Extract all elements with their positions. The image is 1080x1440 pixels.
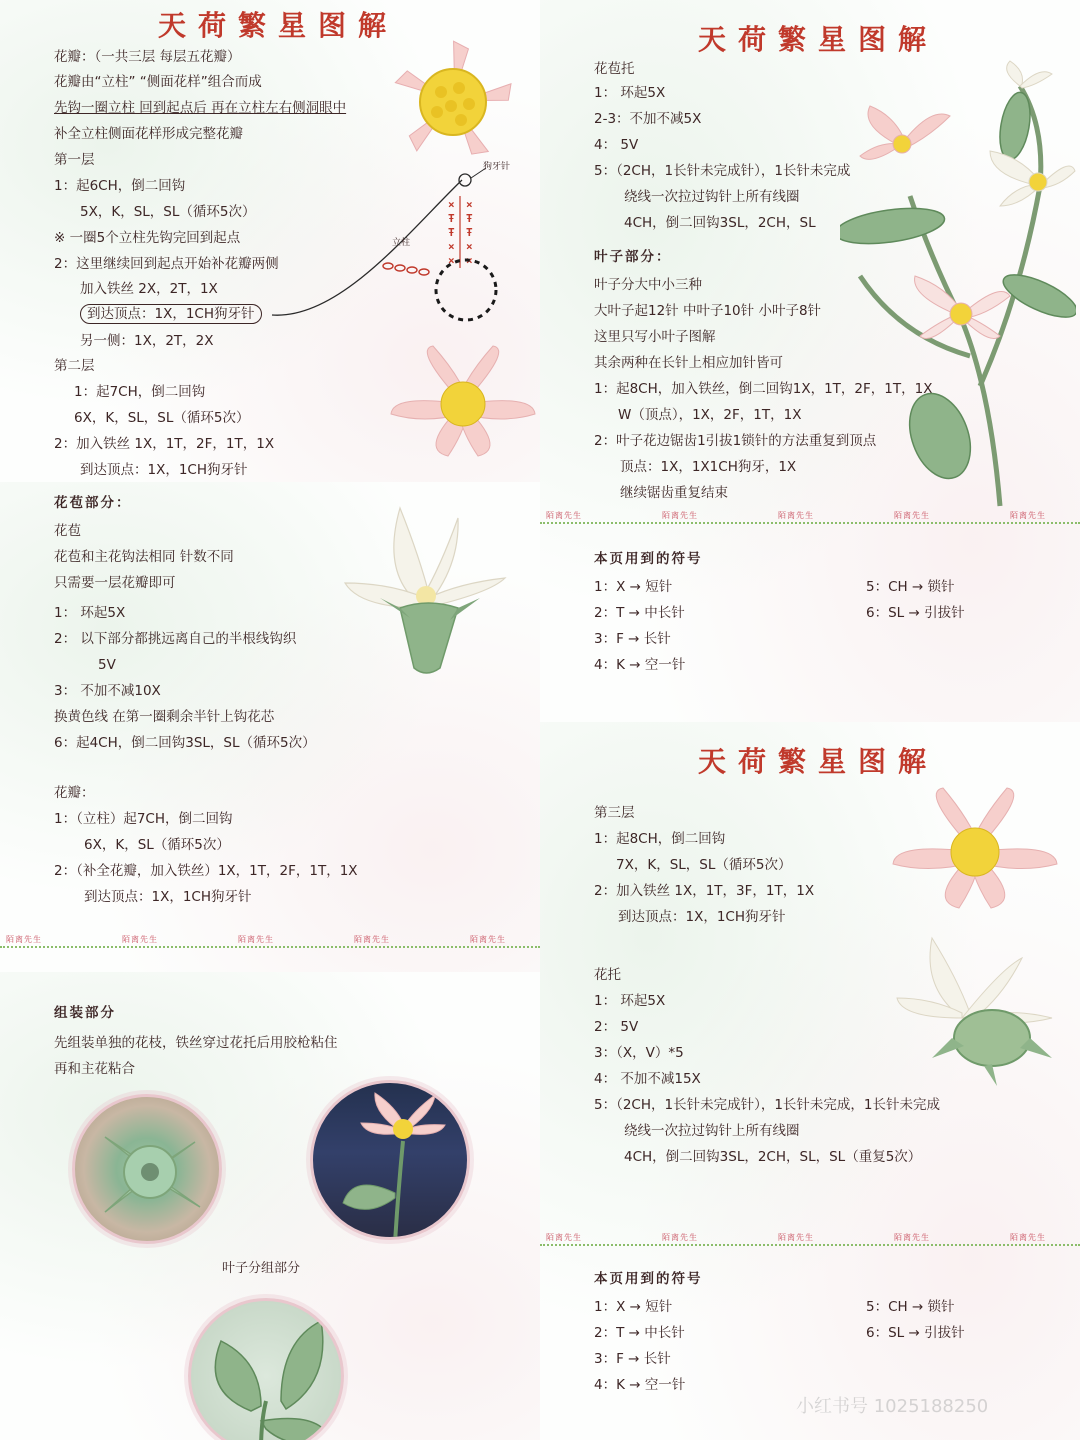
symbol-entry: 6：SL → 引拔针 xyxy=(866,1325,965,1341)
symbol-entry: 5：CH → 锁针 xyxy=(866,1299,955,1315)
symbols-heading: 本页用到的符号 xyxy=(594,1271,703,1287)
flower-petal-icon xyxy=(388,30,518,170)
bud-icon xyxy=(892,928,1062,1088)
diagram-label: 狗牙针 xyxy=(483,162,511,172)
panel-layer-three-calyx xyxy=(540,722,1080,1440)
text-line: 3： 不加不减10X xyxy=(54,683,161,699)
text-line: 绕线一次拉过钩针上所有线圈 xyxy=(624,1123,800,1139)
text-line: 2： 以下部分都挑远离自己的半根线钩织 xyxy=(54,631,297,647)
flower-petal-icon xyxy=(313,1083,470,1240)
vine-label: 陌离先生 xyxy=(6,935,42,944)
page-title: 天荷繁星图解 xyxy=(698,23,939,56)
watermark: 小红书号 1025188250 xyxy=(796,1396,989,1417)
text-line: 4CH，倒二回钩3SL，2CH，SL，SL（重复5次） xyxy=(624,1149,922,1165)
text-line: 补全立柱侧面花样形成完整花瓣 xyxy=(54,126,243,142)
panel-bud xyxy=(0,482,540,972)
text-line: 花瓣由“立柱” “侧面花样”组合而成 xyxy=(54,74,262,90)
text-line: 1：起6CH，倒二回钩 xyxy=(54,178,186,194)
symbols-heading: 本页用到的符号 xyxy=(594,551,703,567)
flower-branch-icon xyxy=(840,56,1076,516)
section-heading: 组装部分 xyxy=(54,1005,116,1021)
vine-label: 陌离先生 xyxy=(662,511,698,520)
vine-label: 陌离先生 xyxy=(122,935,158,944)
page-title: 天荷繁星图解 xyxy=(698,745,939,778)
symbol-entry: 6：SL → 引拔针 xyxy=(866,605,965,621)
text-line: 6：起4CH，倒二回钩3SL，SL（循环5次） xyxy=(54,735,316,751)
text-line: 6X，K，SL（循环5次） xyxy=(84,837,230,853)
svg-text:×: × xyxy=(448,198,455,211)
text-line: 2：这里继续回到起点开始补花瓣两侧 xyxy=(54,256,279,272)
text-line: 1： 环起5X xyxy=(594,85,666,101)
text-line: 先钩一圈立柱 回到起点后 再在立柱左右侧洞眼中 xyxy=(54,100,347,116)
panel-assembly xyxy=(0,972,540,1440)
vine-label: 陌离先生 xyxy=(894,1233,930,1242)
text-line: 1： 环起5X xyxy=(54,605,126,621)
vine-label: 陌离先生 xyxy=(470,935,506,944)
photo-caption: 叶子分组部分 xyxy=(222,1261,301,1276)
text-line: 花苞 xyxy=(54,523,81,539)
text-line: 7X，K，SL，SL（循环5次） xyxy=(616,857,792,873)
text-line: 4： 不加不减15X xyxy=(594,1071,701,1087)
diagram-label: 立柱 xyxy=(392,238,411,248)
svg-text:×: × xyxy=(448,240,455,253)
vine-label: 陌离先生 xyxy=(662,1233,698,1242)
text-line: 1：起7CH，倒二回钩 xyxy=(74,384,206,400)
svg-text:×: × xyxy=(448,254,455,267)
text-line: 其余两种在长针上相应加针皆可 xyxy=(594,355,783,371)
assembly-photo-calyx xyxy=(72,1094,222,1244)
section-label: 第二层 xyxy=(54,358,95,374)
vine-divider xyxy=(0,946,540,968)
panel-layer-one-two xyxy=(0,0,540,482)
section-heading: 叶子部分： xyxy=(594,249,672,265)
highlight-line: 到达顶点：1X，1CH狗牙针 xyxy=(80,304,262,324)
vine-label: 陌离先生 xyxy=(1010,511,1046,520)
symbol-entry: 2：T → 中长针 xyxy=(594,605,685,621)
note-line: ※ 一圈5个立柱先钩完回到起点 xyxy=(54,230,241,246)
vine-label: 陌离先生 xyxy=(238,935,274,944)
vine-label: 陌离先生 xyxy=(894,511,930,520)
vine-divider xyxy=(540,522,1080,544)
text-line: 5X，K，SL，SL（循环5次） xyxy=(80,204,256,220)
text-line: W（顶点），1X，2F，1T，1X xyxy=(618,407,802,423)
text-line: 2：（补全花瓣，加入铁丝）1X，1T，2F，1T，1X xyxy=(54,863,358,879)
text-line: 先组装单独的花枝，铁丝穿过花托后用胶枪粘住 xyxy=(54,1035,338,1051)
text-line: 到达顶点：1X，1CH狗牙针 xyxy=(80,462,248,478)
text-line: 4： 5V xyxy=(594,137,639,153)
section-label: 花苞托 xyxy=(594,61,635,77)
text-line: 继续锯齿重复结束 xyxy=(620,485,728,501)
text-line: 到达顶点：1X，1CH狗牙针 xyxy=(84,889,252,905)
svg-text:×: × xyxy=(466,240,473,253)
svg-text:×: × xyxy=(466,198,473,211)
section-label: 第三层 xyxy=(594,805,635,821)
flower-petal-icon xyxy=(890,782,1060,912)
svg-text:×: × xyxy=(466,254,473,267)
vine-label: 陌离先生 xyxy=(1010,1233,1046,1242)
text-line: 另一侧：1X，2T，2X xyxy=(80,333,214,349)
text-line: 绕线一次拉过钩针上所有线圈 xyxy=(624,189,800,205)
vine-label: 陌离先生 xyxy=(354,935,390,944)
text-line: 顶点：1X，1X1CH狗牙，1X xyxy=(620,459,797,475)
section-label: 花托 xyxy=(594,967,621,983)
text-line: 2-3：不加不减5X xyxy=(594,111,702,127)
text-line: 5：（2CH，1长针未完成针），1长针未完成，1长针未完成 xyxy=(594,1097,941,1113)
text-line: 1： 环起5X xyxy=(594,993,666,1009)
text-line: 大叶子起12针 中叶子10针 小叶子8针 xyxy=(594,303,822,319)
text-line: 1：起8CH，加入铁丝，倒二回钩1X，1T，2F，1T，1X xyxy=(594,381,933,397)
symbol-entry: 3：F → 长针 xyxy=(594,1351,671,1367)
section-label: 第一层 xyxy=(54,152,95,168)
section-label: 花瓣： xyxy=(54,785,95,801)
vine-divider xyxy=(540,1244,1080,1266)
text-line: 1：（立柱）起7CH，倒二回钩 xyxy=(54,811,233,827)
svg-text:Ŧ: Ŧ xyxy=(448,226,455,239)
text-line: 再和主花粘合 xyxy=(54,1061,135,1077)
svg-text:Ŧ: Ŧ xyxy=(466,212,473,225)
symbols-list-right xyxy=(866,574,965,626)
text-line: 换黄色线 在第一圈剩余半针上钩花芯 xyxy=(54,709,275,725)
symbols-list-right xyxy=(866,1294,965,1346)
section-heading: 花苞部分： xyxy=(54,495,132,511)
text-line: 只需要一层花瓣即可 xyxy=(54,575,176,591)
vine-label: 陌离先生 xyxy=(546,511,582,520)
text-line: 2：加入铁丝 1X，1T，3F，1T，1X xyxy=(594,883,815,899)
flower-petal-icon xyxy=(388,342,538,462)
svg-text:Ŧ: Ŧ xyxy=(448,212,455,225)
bud-icon xyxy=(340,498,510,688)
text-line: 6X，K，SL，SL（循环5次） xyxy=(74,410,250,426)
svg-text:Ŧ: Ŧ xyxy=(466,226,473,239)
text-line: 2：加入铁丝 1X，1T，2F，1T，1X xyxy=(54,436,275,452)
symbol-entry: 3：F → 长针 xyxy=(594,631,671,647)
vine-label: 陌离先生 xyxy=(778,1233,814,1242)
text-line: 叶子分大中小三种 xyxy=(594,277,702,293)
vine-label: 陌离先生 xyxy=(778,511,814,520)
text-line: 2：叶子花边锯齿1引拔1锁针的方法重复到顶点 xyxy=(594,433,877,449)
page-title: 天荷繁星图解 xyxy=(158,9,399,42)
symbols-list-left xyxy=(594,1294,685,1398)
text-line: 5V xyxy=(98,657,116,673)
leaf-icon xyxy=(191,1301,344,1440)
calyx-icon xyxy=(75,1097,222,1244)
symbol-entry: 5：CH → 锁针 xyxy=(866,579,955,595)
text-line: 3：（X，V）*5 xyxy=(594,1045,684,1061)
text-line: 1：起8CH，倒二回钩 xyxy=(594,831,726,847)
symbol-entry: 2：T → 中长针 xyxy=(594,1325,685,1341)
symbol-entry: 1：X → 短针 xyxy=(594,579,673,595)
text-line: 5：（2CH，1长针未完成针），1长针未完成 xyxy=(594,163,851,179)
symbols-list-left xyxy=(594,574,685,678)
text-line: 到达顶点：1X，1CH狗牙针 xyxy=(618,909,786,925)
symbol-entry: 4：K → 空一针 xyxy=(594,657,686,673)
panel-bud-calyx-leaves xyxy=(540,0,1080,722)
symbol-entry: 1：X → 短针 xyxy=(594,1299,673,1315)
symbol-entry: 4：K → 空一针 xyxy=(594,1377,686,1393)
text-line: 这里只写小叶子图解 xyxy=(594,329,716,345)
assembly-photo-leaves xyxy=(188,1298,344,1440)
text-line: 花瓣：（一共三层 每层五花瓣） xyxy=(54,49,241,65)
text-line: 加入铁丝 2X，2T，1X xyxy=(80,281,218,297)
text-line: 4CH，倒二回钩3SL，2CH，SL xyxy=(624,215,816,231)
vine-label: 陌离先生 xyxy=(546,1233,582,1242)
text-line: 花苞和主花钩法相同 针数不同 xyxy=(54,549,234,565)
assembly-photo-flower xyxy=(310,1080,470,1240)
text-line: 2： 5V xyxy=(594,1019,639,1035)
